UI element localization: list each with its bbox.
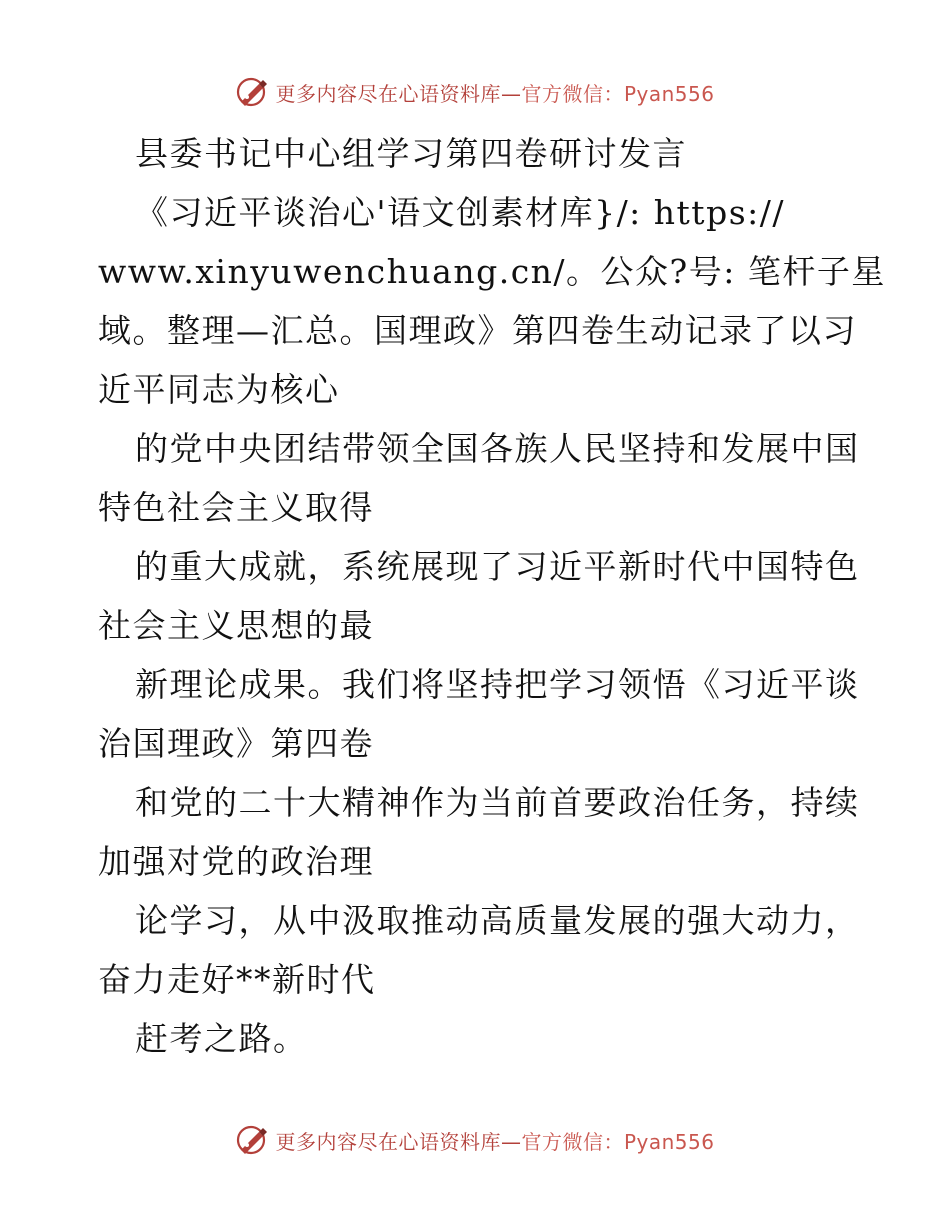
banner-dash: — xyxy=(500,1129,522,1154)
text-line: 的党中央团结带领全国各族人民坚持和发展中国 xyxy=(135,429,860,468)
footer-banner xyxy=(0,1120,950,1160)
text-line: 奋力走好**新时代 xyxy=(98,960,376,999)
text-line: 特色社会主义取得 xyxy=(98,488,374,527)
text-line: 《习近平谈治心'语文创素材库}/: https:// xyxy=(135,193,785,232)
text-line: www.xinyuwenchuang.cn/。公众?号: 笔杆子星 xyxy=(98,252,886,291)
text-line: 和党的二十大精神作为当前首要政治任务，持续 xyxy=(135,783,860,822)
banner-wechat-text: 官方微信：Pyan556 xyxy=(521,1129,715,1154)
text-line: 赶考之路。 xyxy=(135,1019,308,1058)
text-line: 的重大成就，系统展现了习近平新时代中国特色 xyxy=(135,547,860,586)
banner-dash: — xyxy=(500,81,522,106)
text-line: 论学习，从中汲取推动高质量发展的强大动力， xyxy=(135,901,860,940)
pen-logo-icon xyxy=(235,75,269,109)
pen-logo-icon xyxy=(235,1123,269,1157)
banner-wechat-text: 官方微信：Pyan556 xyxy=(521,81,715,106)
document-body xyxy=(98,124,886,1068)
header-banner xyxy=(0,72,950,112)
text-line: 近平同志为核心 xyxy=(98,370,340,409)
banner-main-text: 更多内容尽在心语资料库 xyxy=(275,1129,501,1154)
text-line: 域。整理—汇总。国理政》第四卷生动记录了以习 xyxy=(98,311,857,350)
banner-text xyxy=(275,1126,714,1155)
banner-main-text: 更多内容尽在心语资料库 xyxy=(275,81,501,106)
text-line: 治国理政》第四卷 xyxy=(98,724,374,763)
text-line: 新理论成果。我们将坚持把学习领悟《习近平谈 xyxy=(135,665,860,704)
banner-text xyxy=(275,78,714,107)
document-title: 县委书记中心组学习第四卷研讨发言 xyxy=(135,134,687,173)
text-line: 加强对党的政治理 xyxy=(98,842,374,881)
text-line: 社会主义思想的最 xyxy=(98,606,374,645)
